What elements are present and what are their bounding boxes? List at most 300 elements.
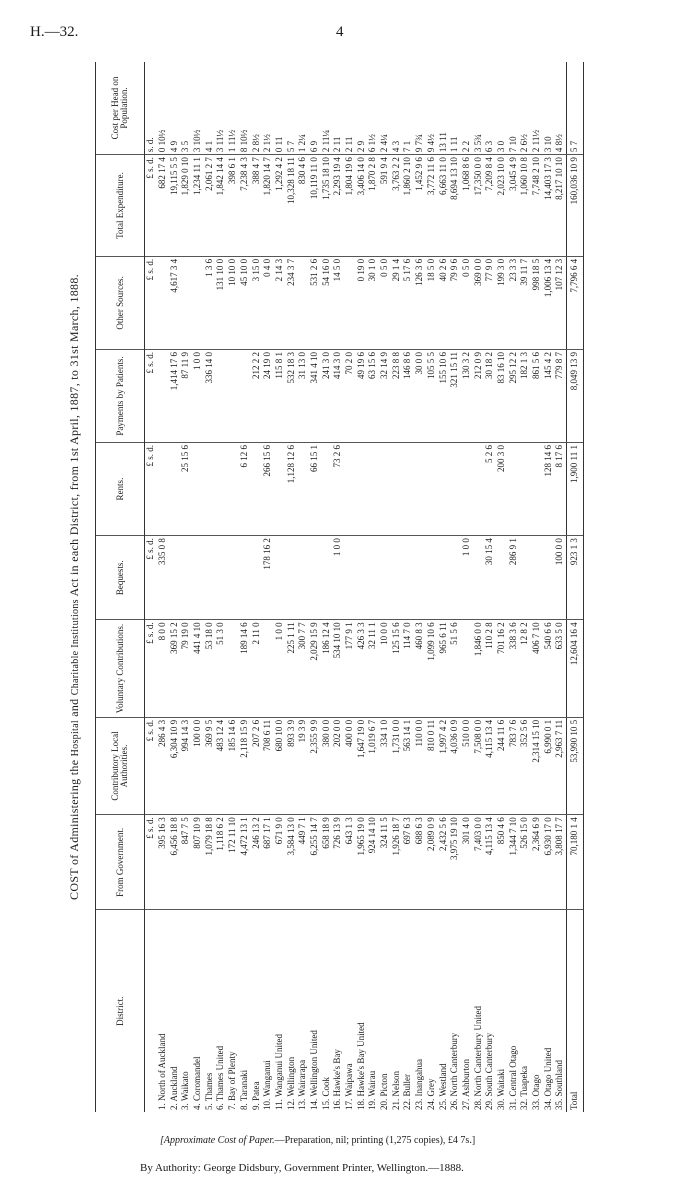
cell-beq (297, 536, 309, 620)
table-row (250, 62, 262, 1112)
cell-total: 14,403 17 3 (542, 155, 554, 257)
cell-beq (344, 536, 356, 620)
cell-gov: 850 4 6 (496, 815, 508, 910)
cell-local: 2,314 15 10 (531, 717, 543, 814)
cell-total: 591 9 4 (379, 155, 391, 257)
cell-beq: 1 0 0 (461, 536, 473, 620)
cell-rents: 200 3 0 (496, 443, 508, 536)
cell-rents: 1,128 12 6 (285, 443, 297, 536)
table-row (461, 62, 473, 1112)
cell-gov: 4,115 13 4 (484, 815, 496, 910)
district-name: 24. Grey (425, 1078, 436, 1110)
cell-local: 680 10 0 (274, 717, 286, 814)
cell-gov: 3,584 13 0 (285, 815, 297, 910)
cell-cost-per-head: 5 7 (285, 62, 297, 155)
cell-total: 682 17 4 (157, 155, 169, 257)
cell-pay: 532 18 3 (285, 349, 297, 442)
district-name: 35. Southland (554, 1059, 565, 1110)
col-district: District. (96, 910, 145, 1112)
cell-beq (168, 536, 180, 620)
cell-vol: 540 6 6 (542, 620, 554, 717)
cell-vol: 338 3 6 (507, 620, 519, 717)
cell-gov: 6,255 14 7 (309, 815, 321, 910)
district-name: 27. Ashburton (460, 1058, 471, 1110)
cell-pay (215, 349, 227, 442)
rotated-table-container (67, 62, 655, 1112)
district-name: 10. Wanganui (262, 1060, 273, 1110)
cell-local: 400 0 0 (344, 717, 356, 814)
cell-cost-per-head: 6 3 (484, 62, 496, 155)
cell-pay: 83 16 10 (496, 349, 508, 442)
cell-beq (239, 536, 251, 620)
table-row (157, 62, 169, 1112)
cell-other: 0 19 0 (355, 256, 367, 349)
table-row (390, 62, 402, 1112)
cell-total: 8,694 13 10 (449, 155, 461, 257)
district-name: 2. Auckland (168, 1066, 179, 1110)
cell-local: 6,304 10 9 (168, 717, 180, 814)
cell-local: 185 14 6 (227, 717, 239, 814)
cell-beq: 30 15 4 (484, 536, 496, 620)
cell-beq (250, 536, 262, 620)
cell-local: 810 0 11 (426, 717, 438, 814)
cell-total: 10,119 11 0 (309, 155, 321, 257)
cell-other: 30 1 0 (367, 256, 379, 349)
cell-vol: 53 18 0 (203, 620, 215, 717)
cell-other: 1 3 6 (203, 256, 215, 349)
cell-other: 10 10 0 (227, 256, 239, 349)
cell-vol: 177 9 1 (344, 620, 356, 717)
cell-rents (367, 443, 379, 536)
cell-beq (367, 536, 379, 620)
cell-rents (519, 443, 531, 536)
cell-cost-per-head: 0 10½ (157, 62, 169, 155)
cell-beq (379, 536, 391, 620)
cell-total: 388 4 7 (250, 155, 262, 257)
cell-local: 783 7 6 (507, 717, 519, 814)
cell-vol: 189 14 6 (239, 620, 251, 717)
table-row (414, 62, 426, 1112)
district-name: 20. Picton (379, 1073, 390, 1110)
cell-other: 45 10 0 (239, 256, 251, 349)
table-row (437, 62, 449, 1112)
cell-pay: 30 0 0 (414, 349, 426, 442)
cell-pay: 32 14 9 (379, 349, 391, 442)
cell-gov: 3,808 17 7 (554, 815, 566, 910)
cell-local: 1,731 0 0 (390, 717, 402, 814)
cell-beq (285, 536, 297, 620)
cell-beq (192, 536, 204, 620)
cell-vol: 110 2 8 (484, 620, 496, 717)
cell-cost-per-head: 3 5 (180, 62, 192, 155)
cell-beq: 178 16 2 (262, 536, 274, 620)
cell-pay: 295 12 2 (507, 349, 519, 442)
cell-beq (402, 536, 414, 620)
cell-beq (215, 536, 227, 620)
cell-gov: 1,926 18 7 (390, 815, 402, 910)
cell-pay: 212 0 9 (472, 349, 484, 442)
cell-rents (344, 443, 356, 536)
cell-other (180, 256, 192, 349)
cell-rents (274, 443, 286, 536)
cell-other: 131 10 0 (215, 256, 227, 349)
cell-other: 0 5 0 (461, 256, 473, 349)
district-name: 28. North Canterbury United (472, 1006, 483, 1110)
cell-pay (227, 349, 239, 442)
cell-beq: 100 0 0 (554, 536, 566, 620)
cell-total: 7,238 4 3 (239, 155, 251, 257)
cell-pay: 336 14 0 (203, 349, 215, 442)
cell-local: 6,990 0 1 (542, 717, 554, 814)
district-name: 3. Waikato (180, 1071, 191, 1110)
cell-rents (227, 443, 239, 536)
cell-rents (379, 443, 391, 536)
cell-rents (168, 443, 180, 536)
cell-vol: 2,029 15 9 (309, 620, 321, 717)
cell-total: 1,860 2 10 (402, 155, 414, 257)
cell-pay: 30 18 2 (484, 349, 496, 442)
cell-total: 19,115 5 5 (168, 155, 180, 257)
cell-total: 1,820 14 7 (262, 155, 274, 257)
cell-beq (449, 536, 461, 620)
cell-gov: 526 15 0 (519, 815, 531, 910)
cell-pay: 87 11 9 (180, 349, 192, 442)
cell-other: 369 0 0 (472, 256, 484, 349)
district-name: 32. Tuapeka (519, 1065, 530, 1110)
cell-rents: 8 17 6 (554, 443, 566, 536)
cell-other: 107 12 3 (554, 256, 566, 349)
cell-local: 563 14 1 (402, 717, 414, 814)
table-row (367, 62, 379, 1112)
district-name: 19. Wairau (367, 1070, 378, 1110)
cell-total: 7,209 8 4 (484, 155, 496, 257)
cell-pay: 341 4 10 (309, 349, 321, 442)
cell-other: 998 18 5 (531, 256, 543, 349)
table-row (484, 62, 496, 1112)
page-number: 4 (336, 24, 344, 40)
col-payments: Payments by Patients. (96, 349, 145, 442)
cell-rents (192, 443, 204, 536)
cell-total: 398 6 1 (227, 155, 239, 257)
col-rents: Rents. (96, 443, 145, 536)
cell-pay: 321 15 11 (449, 349, 461, 442)
cell-local: 244 11 6 (496, 717, 508, 814)
cell-gov: 2,432 5 6 (437, 815, 449, 910)
cell-beq (309, 536, 321, 620)
cell-vol: 460 8 3 (414, 620, 426, 717)
cell-vol (461, 620, 473, 717)
cell-beq (390, 536, 402, 620)
cell-local: 2,963 7 11 (554, 717, 566, 814)
district-name: 5. Thames (203, 1072, 214, 1110)
rotated-table (67, 62, 655, 1112)
cell-beq (542, 536, 554, 620)
district-name: 14. Wellington United (308, 1030, 319, 1110)
district-name: 26. North Canterbury (449, 1032, 460, 1110)
table-row (542, 62, 554, 1112)
cell-rents: 266 15 6 (262, 443, 274, 536)
cell-rents (472, 443, 484, 536)
cell-rents: 25 15 6 (180, 443, 192, 536)
cell-gov: 70,180 1 4 (566, 815, 583, 910)
cell-cost-per-head: 2 9 (355, 62, 367, 155)
cell-cost-per-head: 2 11 (332, 62, 344, 155)
cell-rents: 73 2 6 (332, 443, 344, 536)
cell-local: 4,115 13 4 (484, 717, 496, 814)
cell-other: 0 5 0 (379, 256, 391, 349)
cell-gov: 2,089 0 9 (426, 815, 438, 910)
table-row (496, 62, 508, 1112)
cell-cost-per-head: 1 11½ (227, 62, 239, 155)
table-row (426, 62, 438, 1112)
district-name: 18. Hawke's Bay United (355, 1022, 366, 1110)
table-row (379, 62, 391, 1112)
cell-rents (203, 443, 215, 536)
printer-authority: By Authority: George Didsbury, Government Printer, Wellington.—1888. (140, 1162, 464, 1174)
table-row (309, 62, 321, 1112)
cell-local: 286 4 3 (157, 717, 169, 814)
cell-pay: 70 2 0 (344, 349, 356, 442)
cell-local: 334 1 0 (379, 717, 391, 814)
district-name: 29. South Canterbury (484, 1032, 495, 1110)
cell-other (157, 256, 169, 349)
cell-vol: 12,604 16 4 (566, 620, 583, 717)
cell-rents (531, 443, 543, 536)
cell-total: 1,452 9 6 (414, 155, 426, 257)
cell-pay: 223 8 8 (390, 349, 402, 442)
cell-pay: 241 3 0 (320, 349, 332, 442)
cell-other: 7,796 6 4 (566, 256, 583, 349)
cell-local: 4,036 0 9 (449, 717, 461, 814)
cell-vol (262, 620, 274, 717)
cell-rents: 66 15 1 (309, 443, 321, 536)
cell-local: 1,997 4 2 (437, 717, 449, 814)
cell-local: 19 3 9 (297, 717, 309, 814)
cell-gov: 6,930 17 0 (542, 815, 554, 910)
table-row (239, 62, 251, 1112)
cell-gov: 449 7 1 (297, 815, 309, 910)
cell-beq: 1 0 0 (332, 536, 344, 620)
col-total: Total Expenditure. (96, 155, 145, 257)
cell-vol: 51 5 6 (449, 620, 461, 717)
cell-beq (414, 536, 426, 620)
cell-rents (507, 443, 519, 536)
cell-cost-per-head: 9 4½ (426, 62, 438, 155)
cell-cost-per-head: 4 1 (203, 62, 215, 155)
district-name: 30. Waitaki (495, 1068, 506, 1110)
cell-total: 3,763 2 2 (390, 155, 402, 257)
cell-gov: 6,456 18 8 (168, 815, 180, 910)
cell-cost-per-head: 9 7¾ (414, 62, 426, 155)
cell-other: 0 4 0 (262, 256, 274, 349)
total-row (566, 62, 583, 1112)
cell-cost-per-head: 2 11½ (531, 62, 543, 155)
cell-other: 531 2 6 (309, 256, 321, 349)
cell-cost-per-head: 2 11 (344, 62, 356, 155)
table-row (332, 62, 344, 1112)
cell-vol: 534 10 10 (332, 620, 344, 717)
cell-vol: 965 6 11 (437, 620, 449, 717)
cell-other: 3 15 0 (250, 256, 262, 349)
district-name: 16. Hawke's Bay (332, 1049, 343, 1110)
cell-beq (531, 536, 543, 620)
cell-vol: 633 5 0 (554, 620, 566, 717)
header-row (96, 62, 145, 1112)
cell-beq: 286 9 1 (507, 536, 519, 620)
cell-pay: 414 3 0 (332, 349, 344, 442)
district-name: 25. Westland (437, 1063, 448, 1110)
cell-vol: 225 1 11 (285, 620, 297, 717)
cell-beq (203, 536, 215, 620)
cell-beq (426, 536, 438, 620)
table-row (274, 62, 286, 1112)
cell-local: 510 0 0 (461, 717, 473, 814)
cell-total: 6,663 11 0 (437, 155, 449, 257)
cell-beq (496, 536, 508, 620)
cell-total: 1,060 10 8 (519, 155, 531, 257)
table-row (192, 62, 204, 1112)
cell-rents (355, 443, 367, 536)
cell-beq (519, 536, 531, 620)
cell-pay: 24 19 0 (262, 349, 274, 442)
cell-other: 40 2 6 (437, 256, 449, 349)
cell-other: 1,006 13 4 (542, 256, 554, 349)
cell-local: 352 5 6 (519, 717, 531, 814)
cell-local: 7,508 0 0 (472, 717, 484, 814)
cell-rents (250, 443, 262, 536)
cell-pay: 146 8 6 (402, 349, 414, 442)
table-row (519, 62, 531, 1112)
cell-total: 3,406 14 0 (355, 155, 367, 257)
cell-vol: 2 11 0 (250, 620, 262, 717)
cell-gov: 301 4 0 (461, 815, 473, 910)
cell-local: 708 6 11 (262, 717, 274, 814)
cell-total: 1,842 14 4 (215, 155, 227, 257)
cell-vol: 8 0 0 (157, 620, 169, 717)
cell-local: 202 0 0 (332, 717, 344, 814)
cell-other: 54 16 0 (320, 256, 332, 349)
table-row (227, 62, 239, 1112)
cell-gov: 726 13 9 (332, 815, 344, 910)
document-reference: H.—32. (30, 24, 79, 40)
cell-vol: 701 16 2 (496, 620, 508, 717)
cell-local: 110 0 0 (414, 717, 426, 814)
cell-local: 53,990 10 5 (566, 717, 583, 814)
cell-gov: 1,079 18 8 (203, 815, 215, 910)
cost-table (95, 62, 584, 1112)
cell-gov: 643 1 3 (344, 815, 356, 910)
cell-total: 2,023 10 0 (496, 155, 508, 257)
cell-gov: 688 6 3 (414, 815, 426, 910)
district-name: 7. Bay of Plenty (227, 1051, 238, 1110)
table-row (554, 62, 566, 1112)
cell-other: 77 9 0 (484, 256, 496, 349)
cell-rents (437, 443, 449, 536)
cell-pay: 779 8 7 (554, 349, 566, 442)
cell-vol: 186 12 4 (320, 620, 332, 717)
cell-gov: 697 6 3 (402, 815, 414, 910)
cell-beq (437, 536, 449, 620)
cell-pay (157, 349, 169, 442)
cell-cost-per-head: 4 8½ (554, 62, 566, 155)
district-name: 12. Wellington (285, 1056, 296, 1110)
cell-rents: 1,900 11 1 (566, 443, 583, 536)
cell-gov: 807 10 9 (192, 815, 204, 910)
cell-rents (449, 443, 461, 536)
cell-gov: 847 7 5 (180, 815, 192, 910)
cell-pay: 155 10 6 (437, 349, 449, 442)
cell-beq (227, 536, 239, 620)
cell-local: 994 14 3 (180, 717, 192, 814)
cell-total: 1,829 0 10 (180, 155, 192, 257)
cell-rents: 128 14 6 (542, 443, 554, 536)
district-name: 34. Otago United (542, 1047, 553, 1110)
table-row (215, 62, 227, 1112)
table-row (262, 62, 274, 1112)
district-name: 17. Waipawa (344, 1063, 355, 1110)
cell-vol: 32 11 1 (367, 620, 379, 717)
cell-pay: 63 15 6 (367, 349, 379, 442)
cell-total: 8,217 10 10 (554, 155, 566, 257)
cell-rents (390, 443, 402, 536)
cell-total: 2,061 2 7 (203, 155, 215, 257)
table-body (157, 62, 584, 1112)
cell-other: 126 3 6 (414, 256, 426, 349)
cell-cost-per-head: 8 10½ (239, 62, 251, 155)
cell-beq (355, 536, 367, 620)
cell-other: 2 14 3 (274, 256, 286, 349)
district-name: Total (566, 910, 583, 1112)
district-name: 6. Thames United (215, 1045, 226, 1110)
cell-cost-per-head: 7 10 (507, 62, 519, 155)
cell-total: 1,068 8 6 (461, 155, 473, 257)
table-row (203, 62, 215, 1112)
units-row: £ s. d. £ s. d. £ s. d. £ s. d. £ s. d. £ s. d. £ s. d. £ s. d. s. d. (145, 62, 157, 1112)
table-row (402, 62, 414, 1112)
table-row (180, 62, 192, 1112)
table-row (297, 62, 309, 1112)
cell-gov: 4,472 13 1 (239, 815, 251, 910)
cell-other: 199 3 0 (496, 256, 508, 349)
col-other: Other Sources. (96, 256, 145, 349)
cell-vol: 300 7 7 (297, 620, 309, 717)
cell-pay: 31 13 0 (297, 349, 309, 442)
cell-gov: 671 9 0 (274, 815, 286, 910)
cell-cost-per-head: 5 7 (566, 62, 583, 155)
cell-pay: 130 3 2 (461, 349, 473, 442)
cell-total: 17,350 0 0 (472, 155, 484, 257)
cell-vol: 1,099 10 6 (426, 620, 438, 717)
cell-cost-per-head: 2 11¼ (320, 62, 332, 155)
cell-beq (274, 536, 286, 620)
cell-cost-per-head: 2 6½ (519, 62, 531, 155)
cell-pay: 212 2 2 (250, 349, 262, 442)
cell-rents: 5 2 6 (484, 443, 496, 536)
cell-pay: 105 5 5 (426, 349, 438, 442)
cell-total: 1,234 11 1 (192, 155, 204, 257)
cell-rents (320, 443, 332, 536)
cell-vol: 406 7 10 (531, 620, 543, 717)
cell-local: 380 0 0 (320, 717, 332, 814)
col-government: From Government. (96, 815, 145, 910)
cell-cost-per-head: 2 1½ (262, 62, 274, 155)
cell-vol: 79 19 0 (180, 620, 192, 717)
cell-other (344, 256, 356, 349)
cell-gov: 658 18 9 (320, 815, 332, 910)
table-row (472, 62, 484, 1112)
cell-pay: 115 8 1 (274, 349, 286, 442)
cell-pay: 1 0 0 (192, 349, 204, 442)
